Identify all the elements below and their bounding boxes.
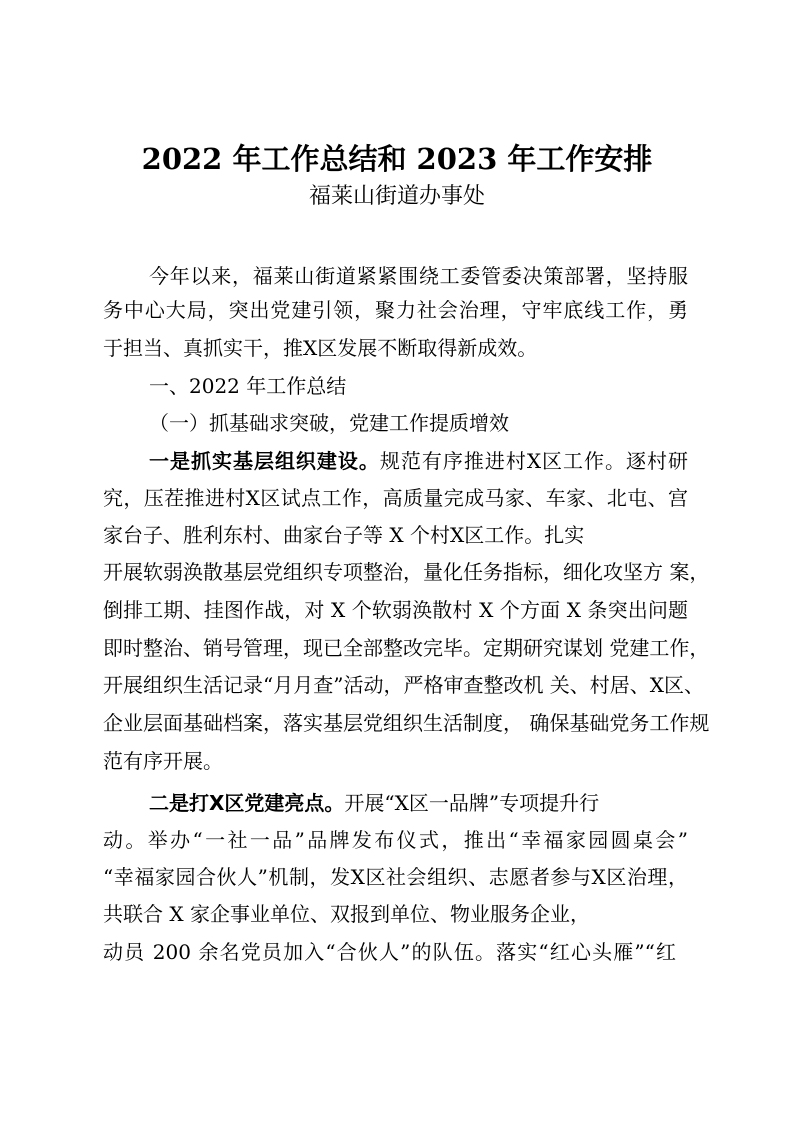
para1-line-5: 倒排工期、挂图作战，对 X 个软弱涣散村 X 个方面 X 条突出问题 bbox=[103, 598, 688, 622]
intro-line-3: 于担当、真抓实干，推X区发展不断取得新成效。 bbox=[103, 336, 538, 360]
para2-lead: 二是打X区党建亮点。 bbox=[149, 791, 345, 815]
intro-line-2: 务中心大局，突出党建引领，聚力社会治理，守牢底线工作，勇 bbox=[103, 298, 688, 322]
para1-lead: 一是抓实基层组织建设。 bbox=[149, 449, 380, 473]
para1-line-7: 开展组织生活记录“月月查”活动，严格审查整改机 关、村居、X区、 bbox=[103, 673, 705, 697]
para1-line-2: 究，压茬推进村X区试点工作，高质量完成马家、车家、北屯、宫 bbox=[103, 486, 688, 510]
para1-line-3: 家台子、胜利东村、曲家台子等 X 个村X区工作。扎实 bbox=[103, 523, 585, 547]
section-heading-1: 一、2022 年工作总结 bbox=[149, 374, 347, 398]
para1-line-6: 即时整治、销号管理，现已全部整改完毕。定期研究谋划 党建工作， bbox=[103, 636, 710, 660]
subsection-heading-1: （一）抓基础求突破，党建工作提质增效 bbox=[149, 411, 509, 435]
para1-line-8: 企业层面基础档案，落实基层党组织生活制度， 确保基础党务工作规 bbox=[103, 711, 710, 735]
para2-line-3: “幸福家园合伙人”机制，发X区社会组织、志愿者参与X区治理， bbox=[103, 865, 688, 889]
para2-line-4: 共联合 X 家企事业单位、双报到单位、物业服务企业， bbox=[103, 902, 590, 926]
para1-line-1-rest: 规范有序推进村X区工作。逐村研 bbox=[379, 449, 688, 473]
para2-line-1-rest: 开展“X区一品牌”专项提升行 bbox=[344, 791, 600, 815]
para1-line-9: 范有序开展。 bbox=[103, 749, 223, 773]
para2-line-2: 动。举办“一社一品”品牌发布仪式，推出“幸福家园圆桌会” bbox=[103, 828, 688, 852]
para2-line-5: 动员 200 余名党员加入“合伙人”的队伍。落实“红心头雁”“红 bbox=[103, 940, 676, 964]
para1-line-1 bbox=[149, 447, 688, 475]
page-subtitle: 福莱山街道办事处 bbox=[308, 184, 485, 209]
intro-line-1: 今年以来，福莱山街道紧紧围绕工委管委决策部署，坚持服 bbox=[149, 264, 688, 288]
para2-line-1 bbox=[149, 789, 599, 817]
page-title: 2022 年工作总结和 2023 年工作安排 bbox=[141, 142, 653, 176]
para1-line-4: 开展软弱涣散基层党组织专项整治，量化任务指标，细化攻坚方 案， bbox=[103, 560, 710, 584]
